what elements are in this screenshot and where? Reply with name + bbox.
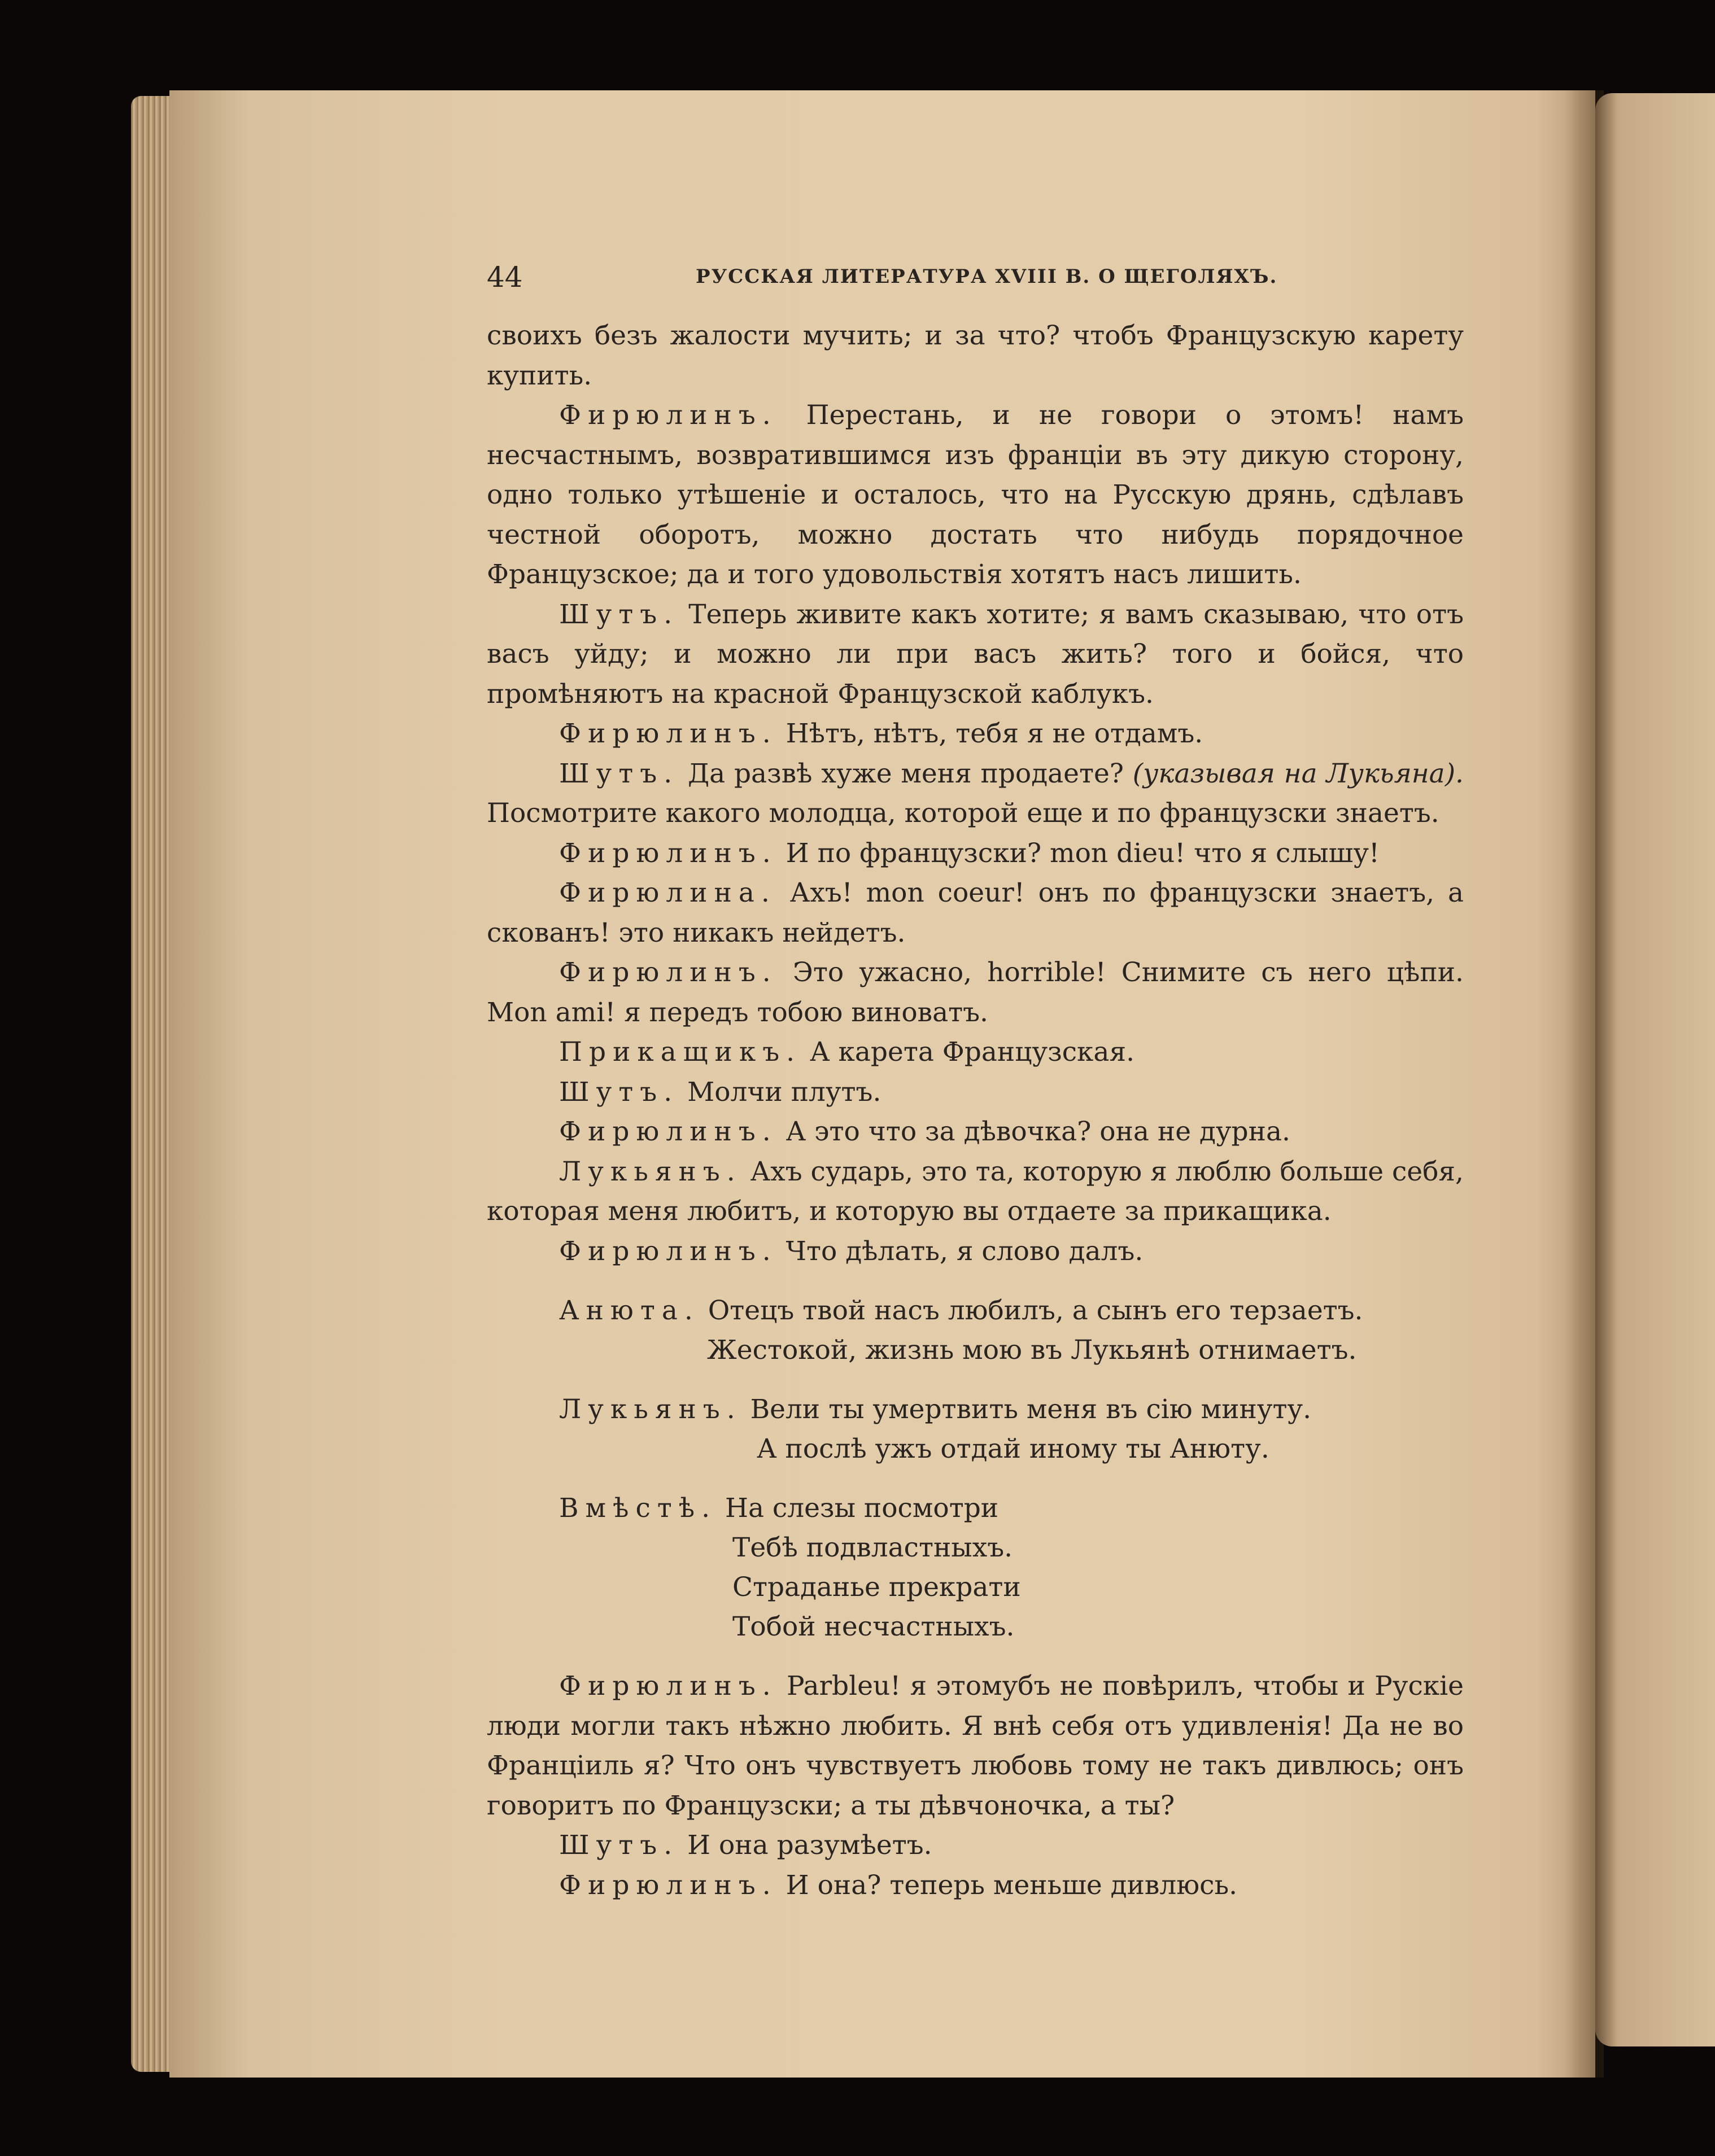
verse-text: А послѣ ужъ отдай иному ты Анюту. — [757, 1433, 1269, 1464]
speech-text: Теперь живите какъ хотите; я вамъ сказываю, что отъ васъ уйду; и можно ли при васъ жить? того и бойся, что промѣняютъ на красной Французской каблукъ. — [487, 598, 1464, 710]
speech-text: Перестань, и не говори о этомъ! намъ несчастнымъ, возвратившимся изъ франціи въ эту дикую сторону, одно только утѣшеніе и осталось, что на Русскую дрянь, сдѣлавъ честной оборотъ, можно достать что нибудь порядочное Французское; да и того удовольствія хотятъ насъ лишить. — [487, 400, 1464, 590]
paragraph — [487, 595, 1464, 715]
speaker-name: Шутъ. — [559, 1076, 679, 1108]
verse-text: Жестокой, жизнь мою въ Лукьянѣ отнимаетъ. — [707, 1335, 1357, 1366]
speaker-name: Шутъ. — [559, 758, 679, 789]
paragraph — [487, 1073, 1464, 1113]
speech-text: Молчи плутъ. — [679, 1076, 881, 1108]
speaker-name: Вмѣстѣ. — [559, 1493, 717, 1524]
speaker-name: Анюта. — [559, 1295, 700, 1326]
speaker-name: Фирюлинъ. — [559, 400, 778, 431]
speech-text: Это ужасно, horrible! Снимите съ него цѣпи. Mon ami! я передъ тобою виноватъ. — [487, 957, 1464, 1028]
verse-text: Отецъ твой насъ любилъ, а сынъ его терзаетъ. — [699, 1295, 1363, 1326]
speaker-name: Фирюлинъ. — [559, 1670, 778, 1702]
verse-block — [487, 1489, 1464, 1647]
paragraph — [487, 754, 1464, 834]
verse-line — [487, 1568, 1464, 1607]
verse-line — [487, 1331, 1464, 1370]
verse-text: Тобой несчастныхъ. — [732, 1611, 1015, 1642]
paragraph — [487, 1112, 1464, 1152]
paragraph — [487, 1152, 1464, 1232]
paragraph — [487, 873, 1464, 953]
running-title: РУССКАЯ ЛИТЕРАТУРА XVIII В. О ЩЕГОЛЯХЪ. — [696, 265, 1278, 288]
verse-block — [487, 1390, 1464, 1469]
speech-text: Посмотрите какого молодца, которой еще и по французски знаетъ. — [487, 798, 1439, 829]
speaker-name: Фирюлинъ. — [559, 1116, 778, 1147]
verse-line — [487, 1390, 1464, 1429]
speaker-name: Лукьянъ. — [559, 1156, 742, 1187]
speaker-name: Фирюлинъ. — [559, 1869, 778, 1901]
paragraph — [487, 1667, 1464, 1826]
speaker-name: Фирюлина. — [559, 877, 776, 908]
speech-text: Ахъ сударь, это та, которую я люблю больше себя, которая меня любитъ, и которую вы отдаете за прикащика. — [487, 1156, 1464, 1227]
paragraph — [487, 1866, 1464, 1906]
speaker-name: Фирюлинъ. — [559, 837, 778, 869]
verse-block — [487, 1291, 1464, 1370]
verse-line — [487, 1607, 1464, 1647]
speaker-name: Лукьянъ. — [559, 1394, 742, 1425]
paragraph — [487, 316, 1464, 396]
verse-text: Тебѣ подвластныхъ. — [732, 1532, 1013, 1563]
speech-text: А это что за дѣвочка? она не дурна. — [777, 1116, 1290, 1147]
speech-text: Да развѣ хуже меня продаете? — [679, 758, 1133, 789]
paragraph — [487, 396, 1464, 595]
speaker-name: Шутъ. — [559, 598, 679, 630]
verse-line — [487, 1528, 1464, 1568]
paragraph — [487, 1826, 1464, 1866]
paragraph — [487, 1033, 1464, 1073]
page-body — [487, 316, 1464, 1905]
speech-text: Ахъ! mon coeur! онъ по французски знаетъ, а скованъ! это никакъ нейдетъ. — [487, 877, 1464, 948]
speech-text: И по французски? mon dieu! что я слышу! — [777, 837, 1380, 869]
speaker-name: Шутъ. — [559, 1830, 679, 1861]
verse-line — [487, 1291, 1464, 1331]
paragraph-text: своихъ безъ жалости мучить; и за что? чтобъ Французскую карету купить. — [487, 320, 1464, 391]
paragraph — [487, 953, 1464, 1033]
verse-text: На слезы посмотри — [717, 1493, 999, 1524]
verse-text: Вели ты умертвить меня въ сію минуту. — [741, 1394, 1312, 1425]
verse-line — [487, 1429, 1464, 1469]
paragraph — [487, 834, 1464, 874]
verse-text: Страданье прекрати — [732, 1572, 1021, 1603]
speech-text: И она разумѣетъ. — [679, 1830, 932, 1861]
verse-line — [487, 1489, 1464, 1528]
running-header — [487, 261, 1464, 300]
speech-text: Нѣтъ, нѣтъ, тебя я не отдамъ. — [777, 718, 1203, 749]
speaker-name: Прикащикъ. — [559, 1037, 802, 1068]
speaker-name: Фирюлинъ. — [559, 718, 778, 749]
paragraph — [487, 714, 1464, 754]
facing-page-edge — [1595, 93, 1715, 2046]
speech-text: Parbleu! я этомубъ не повѣрилъ, чтобы и Рускіе люди могли такъ нѣжно любить. Я внѣ себя отъ удивленія! Да не во Франціиль я? Что онъ чувствуетъ любовь тому не такъ дивлюсь; онъ говоритъ по Французски; а ты дѣвчоночка, а ты? — [487, 1670, 1464, 1821]
paragraph — [487, 1232, 1464, 1272]
stage-direction: (указывая на Лукьяна). — [1132, 758, 1464, 789]
speech-text: Что дѣлать, я слово далъ. — [777, 1235, 1144, 1267]
speaker-name: Фирюлинъ. — [559, 1235, 778, 1267]
speaker-name: Фирюлинъ. — [559, 957, 778, 988]
page-number: 44 — [487, 261, 523, 294]
speech-text: И она? теперь меньше дивлюсь. — [777, 1869, 1238, 1901]
speech-text: А карета Французская. — [801, 1037, 1135, 1068]
